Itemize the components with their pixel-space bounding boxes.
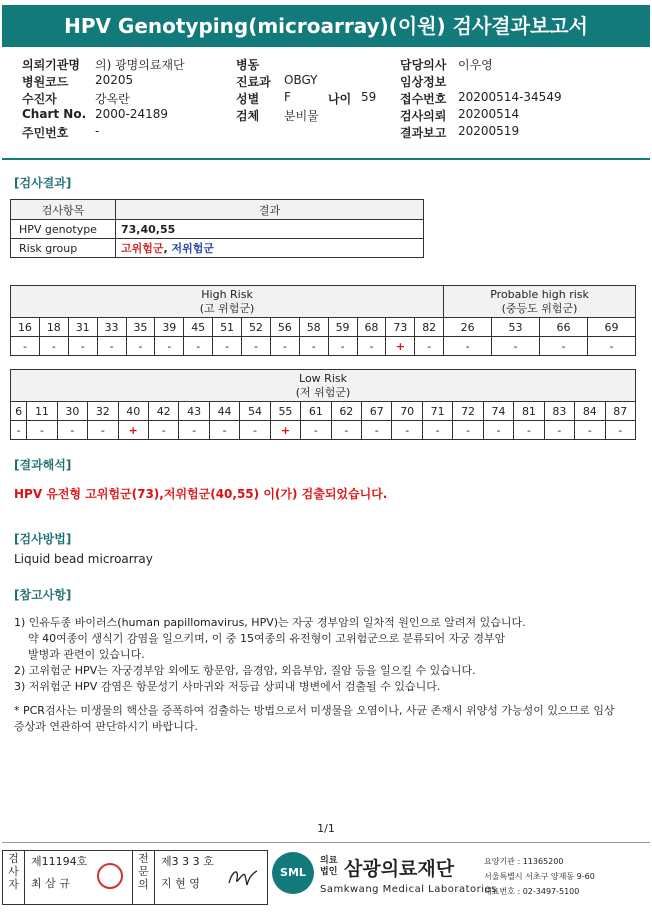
note-1b: 약 40여종이 생식기 감염을 일으키며, 이 중 15여종의 유전형이 고위험군으로 분류되어 자궁 경부암 [28,632,506,645]
examiner-id: 제11194호 [31,855,88,868]
hpv-type-70: 70 [392,402,422,421]
specialist-vertical-label: 전 문 의 [133,851,155,904]
hpv-type-43: 43 [179,402,209,421]
hpv-type-87: 87 [605,402,635,421]
hpv-type-51: 51 [213,318,242,337]
hpv-type-6: 6 [11,402,27,421]
examiner-vertical-label: 검 사 자 [3,851,25,904]
high-risk-sublabel: (고 위험군) [199,301,255,315]
contact-3: 대표번호 : 02-3497-5100 [484,887,580,896]
hpv-type-56: 56 [270,318,299,337]
hpv-type-62: 62 [331,402,361,421]
notes [14,615,639,735]
hpv-result-32: - [88,421,118,440]
contact-1: 요양기관 : 11365200 [484,857,564,866]
hpv-result-83: - [544,421,574,440]
specialist-id: 제3 3 3 호 [161,855,214,868]
section-result-title: [검사결과] [14,176,72,190]
signature-icon [225,865,261,891]
hpv-type-61: 61 [301,402,331,421]
hpv-result-30: - [57,421,87,440]
hospital-code-value: 20205 [95,73,134,87]
doctor-value: 이우영 [458,58,493,72]
hpv-result-54: - [240,421,270,440]
hpv-result-82: - [415,337,444,356]
hpv-type-74: 74 [483,402,513,421]
hpv-result-43: - [179,421,209,440]
hpv-type-40: 40 [118,402,148,421]
hpv-result-52: - [242,337,271,356]
org-small: 의료법인 [320,856,338,877]
hpv-type-59: 59 [328,318,357,337]
hpv-type-16: 16 [11,318,40,337]
hpv-result-84: - [575,421,605,440]
hpv-type-35: 35 [126,318,155,337]
hpv-result-74: - [483,421,513,440]
hpv-type-83: 83 [544,402,574,421]
hpv-result-35: - [126,337,155,356]
hpv-result-31: - [68,337,97,356]
col-result-header: 결과 [116,200,424,220]
hpv-type-58: 58 [299,318,328,337]
page-number: 1/1 [317,822,335,835]
hpv-type-72: 72 [453,402,483,421]
chart-value: 2000-24189 [95,107,169,121]
hpv-type-26: 26 [444,318,492,337]
specialist-name: 지 현 영 [161,877,200,890]
receipt-label: 접수번호 [400,92,447,106]
low-risk-label: Low Risk [299,371,347,385]
hpv-type-54: 54 [240,402,270,421]
sex-label: 성별 [236,92,260,106]
hpv-type-42: 42 [148,402,178,421]
hpv-result-59: - [328,337,357,356]
examiner-box [25,851,133,904]
hpv-type-67: 67 [362,402,392,421]
hpv-type-81: 81 [514,402,544,421]
risk-high: 고위험군 [121,242,164,255]
hpv-type-33: 33 [97,318,126,337]
clinical-label: 임상정보 [400,75,447,89]
hpv-result-39: - [155,337,184,356]
low-risk-table [10,369,636,440]
report-date-value: 20200519 [458,124,520,138]
ward-label: 병동 [236,58,260,72]
seal-icon [97,863,123,889]
age-label: 나이 [328,92,352,106]
hpv-type-73: 73 [386,318,415,337]
hpv-result-55: + [270,421,300,440]
hpv-result-61: - [301,421,331,440]
hpv-result-44: - [209,421,239,440]
low-risk-sublabel: (저 위험군) [295,385,351,399]
request-date-value: 20200514 [458,107,520,121]
resident-label: 주민번호 [22,126,69,140]
hpv-type-71: 71 [422,402,452,421]
hpv-result-18: - [39,337,68,356]
receipt-value: 20200514-34549 [458,90,562,104]
method-text: Liquid bead microarray [14,552,153,566]
hpv-type-53: 53 [492,318,540,337]
org-value: 의) 광명의료재단 [95,58,185,72]
note-1c: 발병과 관련이 있습니다. [28,648,145,661]
hpv-type-52: 52 [242,318,271,337]
hpv-result-68: - [357,337,386,356]
org-label: 의뢰기관명 [22,58,80,72]
hpv-type-32: 32 [88,402,118,421]
report-date-label: 결과보고 [400,126,447,140]
contact-2: 서울특별시 서초구 양재동 9-60 [484,872,595,881]
patient-info [22,56,642,141]
hpv-type-69: 69 [587,318,635,337]
signature-box [2,850,268,905]
hpv-type-68: 68 [357,318,386,337]
interpretation-text: HPV 유전형 고위험군(73),저위험군(40,55) 이(가) 검출되었습니다. [14,487,388,501]
hpv-result-11: - [27,421,57,440]
contact-info [484,854,595,899]
hpv-result-40: + [118,421,148,440]
genotype-value: 73,40,55 [116,220,424,239]
hpv-result-73: + [386,337,415,356]
resident-value: - [95,124,100,138]
hpv-type-18: 18 [39,318,68,337]
specimen-value: 분비물 [284,109,319,123]
hpv-result-53: - [492,337,540,356]
note-1a: 1) 인유두종 바이러스(human papillomavirus, HPV)는 자궁 경부암의 일차적 원인으로 알려져 있습니다. [14,616,526,629]
footnote-2: 증상과 연관하여 판단하시기 바랍니다. [14,720,199,733]
hospital-code-label: 병원코드 [22,75,69,89]
examiner-name: 최 삼 규 [31,877,70,890]
hpv-result-51: - [213,337,242,356]
sex-value: F [284,90,291,104]
hpv-result-62: - [331,421,361,440]
hpv-result-72: - [453,421,483,440]
footer-divider [2,842,650,843]
high-risk-header [11,286,444,318]
section-notes-title: [참고사항] [14,588,72,602]
hpv-result-71: - [422,421,452,440]
sml-logo-icon: SML [272,852,314,894]
hpv-result-33: - [97,337,126,356]
note-3: 3) 저위험군 HPV 감염은 항문성기 사마귀와 저등급 상피내 병변에서 검출될 수 있습니다. [14,680,441,693]
patient-label: 수진자 [22,92,57,106]
hpv-result-81: - [514,421,544,440]
risk-sep: , [163,242,172,255]
specimen-label: 검체 [236,109,260,123]
high-risk-table [10,285,636,356]
hpv-type-55: 55 [270,402,300,421]
report-title: HPV Genotyping(microarray)(이원) 검사결과보고서 [2,5,650,47]
hpv-type-44: 44 [209,402,239,421]
probable-risk-header [444,286,636,318]
col-item-header: 검사항목 [11,200,116,220]
hpv-type-66: 66 [540,318,588,337]
hpv-result-42: - [148,421,178,440]
hpv-type-11: 11 [27,402,57,421]
footnote-1: * PCR검사는 미생물의 핵산을 증폭하여 검출하는 방법으로서 미생물을 오염이나, 사균 존재시 위양성 가능성이 있으므로 임상 [14,704,615,717]
hpv-result-69: - [587,337,635,356]
hpv-result-6: - [11,421,27,440]
doctor-label: 담당의사 [400,58,447,72]
probable-risk-label: Probable high risk [490,287,589,301]
hpv-type-39: 39 [155,318,184,337]
hpv-result-26: - [444,337,492,356]
hpv-type-30: 30 [57,402,87,421]
section-method-title: [검사방법] [14,532,72,546]
hpv-type-31: 31 [68,318,97,337]
hpv-result-58: - [299,337,328,356]
hpv-type-84: 84 [575,402,605,421]
hpv-result-70: - [392,421,422,440]
high-risk-label: High Risk [201,287,253,301]
genotype-label: HPV genotype [11,220,116,239]
patient-value: 강옥란 [95,92,130,106]
probable-risk-sublabel: (중등도 위험군) [501,301,578,315]
org-name: 삼광의료재단 [344,858,455,880]
hpv-result-66: - [540,337,588,356]
hpv-type-82: 82 [415,318,444,337]
hpv-type-45: 45 [184,318,213,337]
risk-group-label: Risk group [11,239,116,258]
org-english: Samkwang Medical Laboratories [320,884,497,895]
hpv-result-16: - [11,337,40,356]
age-value: 59 [361,90,377,104]
risk-group-value [116,239,424,258]
risk-low: 저위험군 [171,242,215,255]
section-interpretation-title: [결과해석] [14,458,72,472]
specialist-box [155,851,268,904]
hpv-result-56: - [270,337,299,356]
result-table [10,199,424,258]
dept-value: OBGY [284,73,318,87]
hpv-result-87: - [605,421,635,440]
hpv-result-67: - [362,421,392,440]
request-date-label: 검사의뢰 [400,109,447,123]
chart-label: Chart No. [22,107,87,121]
note-2: 2) 고위험군 HPV는 자궁경부암 외에도 항문암, 음경암, 외음부암, 질암 등을 일으킬 수 있습니다. [14,664,476,677]
header-divider [2,158,650,160]
dept-label: 진료과 [236,75,271,89]
hpv-result-45: - [184,337,213,356]
low-risk-header [11,370,636,402]
